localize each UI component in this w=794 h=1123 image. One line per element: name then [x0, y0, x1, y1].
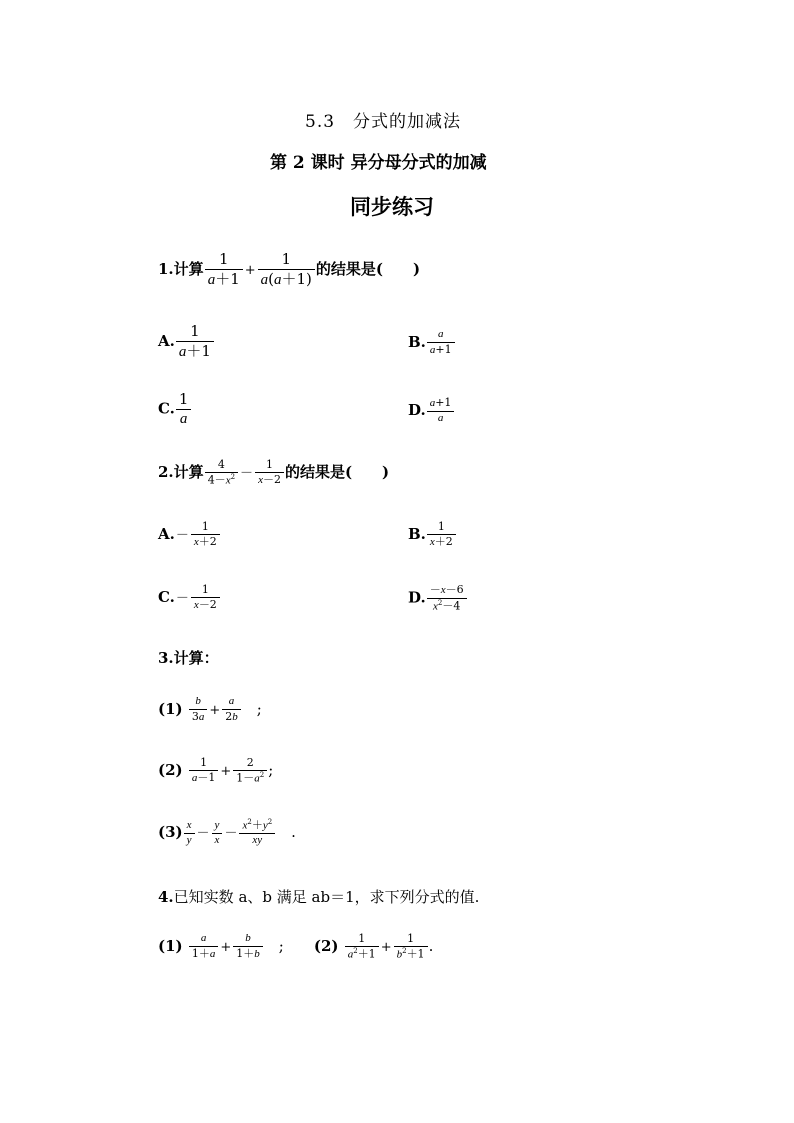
q2-option-a[interactable]: A.－ $\frac{1}{x+2}$	[158, 520, 221, 550]
q3-part-3: (3) $\frac{x}{y}$ － $\frac{y}{x}$ － $\frac{x^2+y^2}{xy}$ .	[158, 818, 296, 847]
fraction: $\frac{a}{1+a}$	[189, 932, 219, 962]
question-suffix: 的结果是( )	[284, 463, 390, 482]
question-number: 4.	[158, 888, 174, 906]
question-2: 2.计算 $\frac{4}{4-x^2}$ － $\frac{1}{x-2}$ 的结果是( )	[158, 458, 390, 487]
fraction: $\frac{a}{a+1}$	[427, 328, 455, 358]
fraction: $\frac{1}{x-2}$	[191, 583, 220, 613]
fraction: $\frac{1}{x-2}$	[255, 458, 284, 488]
fraction: $\frac{2}{1-a^2}$	[233, 756, 267, 786]
q1-option-c[interactable]: C. $\frac{1}{a}$	[158, 390, 192, 429]
question-4	[158, 886, 479, 907]
q3-part-2: (2) $\frac{1}{a-1}$ + $\frac{2}{1-a^2}$ ;	[158, 756, 274, 785]
question-3	[158, 647, 219, 668]
question-prefix: 计算：	[173, 649, 219, 667]
q1-option-d[interactable]: D. $\frac{a+1}{a}$	[408, 396, 455, 426]
section-title: 5.3 分式的加减法	[305, 112, 462, 132]
fraction: $\frac{1}{a^2+1}$	[345, 932, 379, 962]
question-number: 2.	[158, 463, 174, 482]
fraction: $\frac{y}{x}$	[212, 819, 223, 848]
q2-option-d[interactable]: D. $\frac{-x-6}{x^2-4}$	[408, 583, 468, 614]
fraction: $\frac{1}{a+1}$	[205, 250, 243, 290]
fraction: $\frac{1}{x+2}$	[427, 520, 456, 550]
fraction: $\frac{x}{y}$	[184, 819, 195, 848]
fraction: $\frac{1}{a}$	[176, 390, 192, 429]
fraction: $\frac{a}{2b}$	[222, 695, 241, 725]
fraction: $\frac{1}{a+1}$	[176, 322, 214, 362]
q2-option-c[interactable]: C.－ $\frac{1}{x-2}$	[158, 583, 221, 613]
fraction: $\frac{1}{x+2}$	[191, 520, 220, 550]
q1-option-b[interactable]: B. $\frac{a}{a+1}$	[408, 328, 456, 358]
question-number: 3.	[158, 649, 174, 667]
fraction: $\frac{b}{1+b}$	[233, 932, 263, 962]
fraction: $\frac{1}{a(a+1)}$	[258, 250, 315, 290]
question-prefix: 计算	[173, 259, 204, 278]
fraction: $\frac{4}{4-x^2}$	[205, 458, 238, 488]
question-suffix: 的结果是( )	[315, 259, 421, 278]
q2-option-b[interactable]: B. $\frac{1}{x+2}$	[408, 520, 457, 550]
q1-option-a[interactable]: A. $\frac{1}{a+1}$	[158, 322, 215, 362]
question-text: 已知实数 a、b 满足 ab＝1，求下列分式的值.	[173, 888, 480, 906]
question-number: 1.	[158, 259, 174, 278]
question-1: 1.计算 $\frac{1}{a+1}$ + $\frac{1}{a(a+1)}$ 的结果是( )	[158, 250, 421, 288]
fraction: $\frac{-x-6}{x^2-4}$	[427, 583, 467, 614]
fraction: $\frac{1}{b^2+1}$	[394, 932, 428, 962]
fraction: $\frac{1}{a-1}$	[189, 756, 219, 786]
lesson-title: 第 2 课时 异分母分式的加减	[270, 153, 487, 173]
practice-title: 同步练习	[350, 194, 434, 219]
q4-parts: (1) $\frac{a}{1+a}$ + $\frac{b}{1+b}$ ; (2) $\frac{1}{a^2+1}$ + $\frac{1}{b^2+1}$ .	[158, 932, 434, 961]
fraction: $\frac{b}{3a}$	[189, 695, 208, 725]
question-prefix: 计算	[173, 463, 204, 482]
fraction: $\frac{x^2+y^2}{xy}$	[239, 818, 275, 848]
fraction: $\frac{a+1}{a}$	[427, 396, 455, 426]
q3-part-1: (1) $\frac{b}{3a}$ + $\frac{a}{2b}$ ;	[158, 695, 262, 723]
